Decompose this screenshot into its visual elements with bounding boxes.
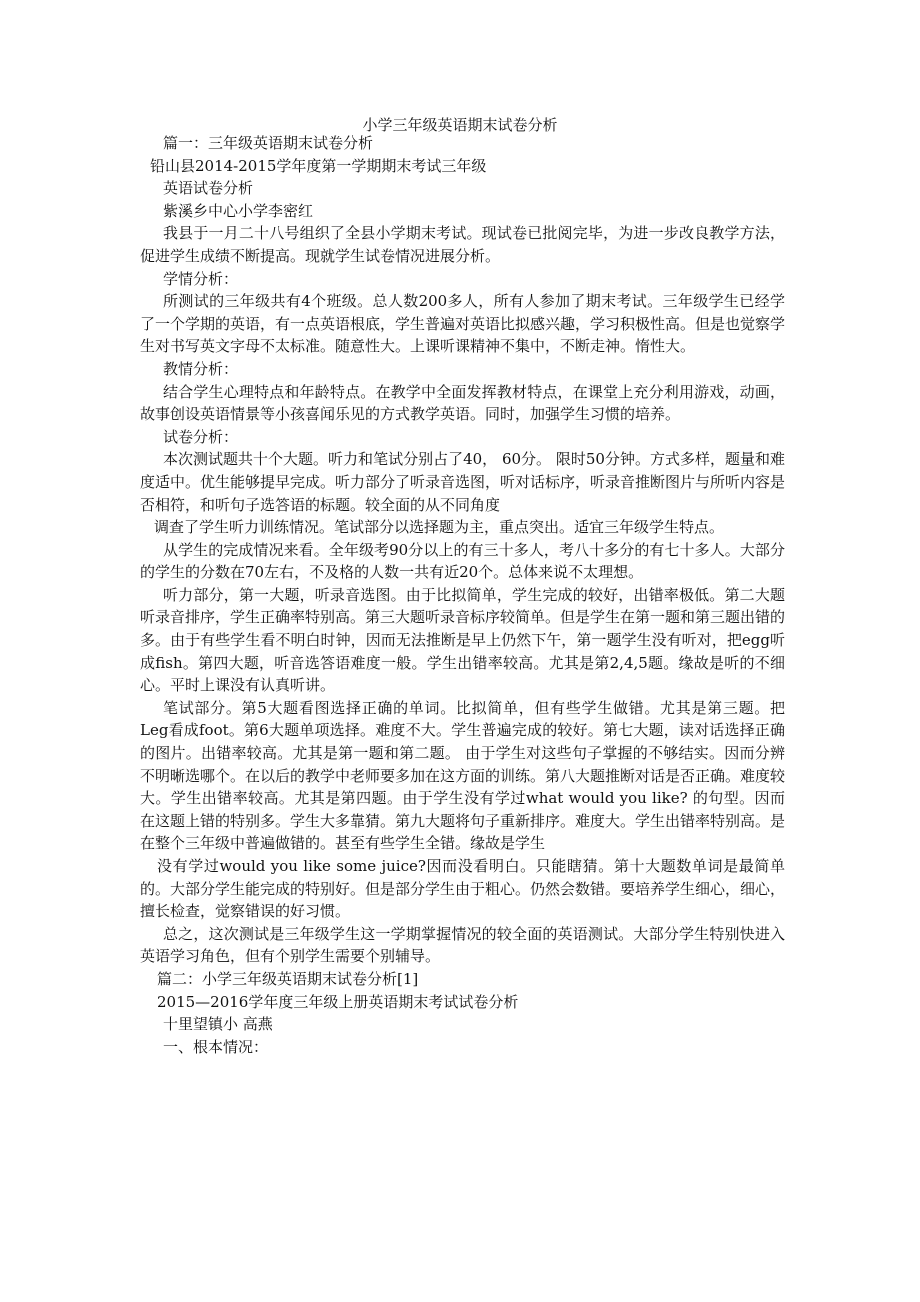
summary-paragraph: 总之，这次测试是三年级学生这一学期掌握情况的较全面的英语测试。大部分学生特别快进入英语学习角色，但有个别学生需要个别辅导。	[140, 924, 785, 966]
document-title: 小学三年级英语期末试卷分析	[362, 116, 558, 134]
section-heading-2: 篇二：小学三年级英语期末试卷分析[1]	[157, 969, 419, 988]
student-analysis-heading: 学情分析：	[163, 269, 239, 288]
completion-paragraph: 从学生的完成情况来看。全年级考90分以上的有三十多人，考八十多分的有七十多人。大部分的学生的分数在70左右，不及格的人数一共有近20个。总体来说不太理想。	[140, 540, 785, 582]
intro-paragraph: 我县于一月二十八号组织了全县小学期末考试。现试卷已批阅完毕，为进一步改良教学方法，促进学生成绩不断提高。现就学生试卷情况进展分析。	[140, 224, 785, 265]
section-heading-1: 篇一：三年级英语期末试卷分析	[163, 134, 374, 152]
second-author-line: 十里望镇小 高燕	[163, 1015, 273, 1034]
paper-analysis-paragraph: 本次测试题共十个大题。听力和笔试分别占了40， 60分。 限时50分钟。方式多样，题量和难度适中。优生能够提早完成。听力部分了听录音选图，听对话标序，听录音推断图片与所听内容是否相符，和听句子选答语的标题。较全面的从不同角度	[140, 450, 786, 514]
basic-situation-heading: 一、根本情况：	[163, 1037, 269, 1056]
paper-analysis-continued: 调查了学生听力训练情况。笔试部分以选择题为主，重点突出。适宜三年级学生特点。	[154, 518, 725, 537]
author-line: 紫溪乡中心小学李密红	[163, 201, 314, 220]
exam-subtitle: 英语试卷分析	[163, 179, 254, 198]
listening-paragraph: 听力部分，第一大题，听录音选图。由于比拟简单，学生完成的较好，出错率极低。第二大题听录音排序，学生正确率特别高。第三大题听录音标序较简单。但是学生在第一题和第三题出错的多。由于有些学生看不明白时钟，因而无法推断是早上仍然下午，第一题学生没有听对，把egg听成fish。第四大题，听音选答语难度一般。学生出错率较高。尤其是第2,4,5题。缘故是听的不细心。平时上课没有认真听讲。	[140, 585, 786, 695]
paper-analysis-heading: 试卷分析：	[163, 427, 239, 446]
written-paragraph: 笔试部分。第5大题看图选择正确的单词。比拟简单，但有些学生做错。尤其是第三题。把Leg看成foot。第6大题单项选择。难度不大。学生普遍完成的较好。第七大题，读对话选择正确的图片。出错率较高。尤其是第一题和第二题。 由于学生对这些句子掌握的不够结实。因而分辨不明晰选哪个。在以后的教学中老师要多加在这方面的训练。第八大题推断对话是否正确。难度较大。学生出错率较高。尤其是第四题。由于学生没有学过what would you like? 的句型。因而在这题上错的特别多。学生大多靠猜。第九大题将句子重新排序。难度大。学生出错率特别高。是在整个三年级中普遍做错的。甚至有些学生全错。缘故是学生	[140, 698, 786, 853]
teaching-analysis-paragraph: 结合学生心理特点和年龄特点。在教学中全面发挥教材特点，在课堂上充分利用游戏，动画，故事创设英语情景等小孩喜闻乐见的方式教学英语。同时，加强学生习惯的培养。	[140, 382, 785, 424]
second-paper-title: 2015—2016学年度三年级上册英语期末考试试卷分析	[157, 992, 519, 1011]
document-body	[140, 132, 785, 1058]
written-paragraph-continued: 没有学过would you like some juice?因而没看明白。只能瞎猜。第十大题数单词是最简单的。大部分学生能完成的特别好。但是部分学生由于粗心。仍然会数错。要培养学生细心，细心，擅长检查，觉察错误的好习惯。	[140, 857, 786, 921]
exam-info-line: 铅山县2014-2015学年度第一学期期末考试三年级	[150, 156, 487, 175]
student-analysis-paragraph: 所测试的三年级共有4个班级。总人数200多人，所有人参加了期末考试。三年级学生已经学了一个学期的英语，有一点英语根底，学生普遍对英语比拟感兴趣，学习积极性高。但是也觉察学生对书写英文字母不太标准。随意性大。上课听课精神不集中，不断走神。惰性大。	[140, 292, 786, 356]
teaching-analysis-heading: 教情分析：	[163, 359, 239, 378]
